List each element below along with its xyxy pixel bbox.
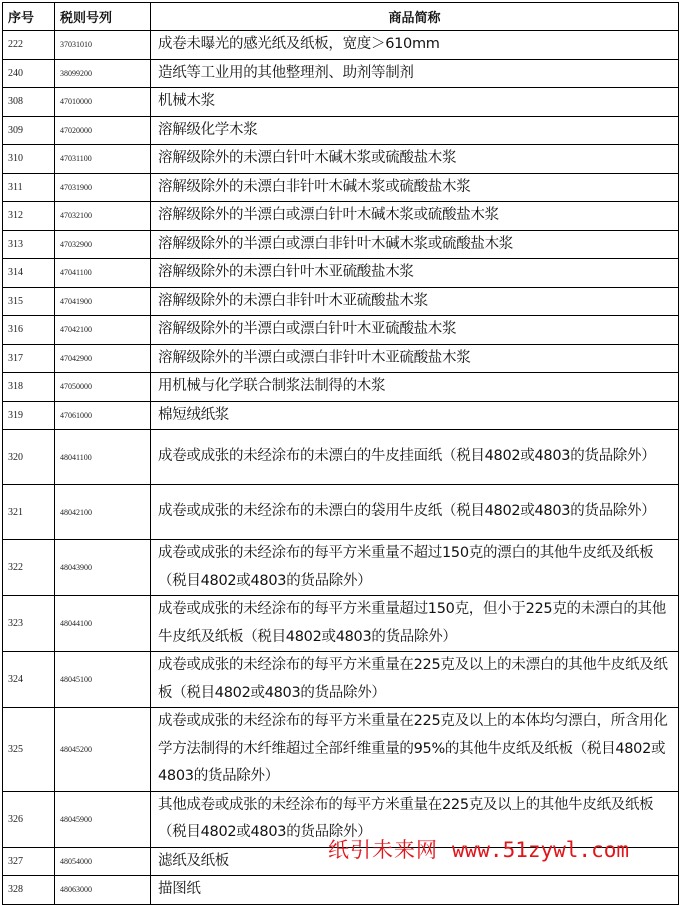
cell-tariff-code: 47042100 [55,316,151,345]
cell-tariff-code: 47020000 [55,116,151,145]
cell-product-name: 成卷或成张的未经涂布的未漂白的袋用牛皮纸（税目4802或4803的货品除外） [151,485,679,540]
table-row [3,373,679,402]
table-row [3,173,679,202]
column-header-tariff-code: 税则号列 [55,3,151,31]
cell-product-name: 溶解级除外的半漂白或漂白非针叶木亚硫酸盐木浆 [151,344,679,373]
cell-product-name: 棉短绒纸浆 [151,401,679,430]
cell-product-name: 溶解级除外的半漂白或漂白针叶木碱木浆或硫酸盐木浆 [151,202,679,231]
table-row [3,145,679,174]
cell-product-name: 成卷或成张的未经涂布的每平方米重量在225克及以上的本体均匀漂白，所含用化学方法制得的木纤维超过全部纤维重量的95%的其他牛皮纸及纸板（税目4802或4803的货品除外） [151,708,679,792]
cell-product-name: 溶解级化学木浆 [151,116,679,145]
cell-product-name: 造纸等工业用的其他整理剂、助剂等制剂 [151,59,679,88]
cell-tariff-code: 47061000 [55,401,151,430]
cell-index: 313 [3,230,55,259]
cell-tariff-code: 48042100 [55,485,151,540]
column-header-index: 序号 [3,3,55,31]
table-row [3,430,679,485]
cell-product-name: 用机械与化学联合制浆法制得的木浆 [151,373,679,402]
cell-tariff-code: 37031010 [55,31,151,60]
cell-product-name: 成卷或成张的未经涂布的每平方米重量在225克及以上的未漂白的其他牛皮纸及纸板（税目4802或4803的货品除外） [151,652,679,708]
cell-index: 321 [3,485,55,540]
cell-tariff-code: 48041100 [55,430,151,485]
table-row [3,596,679,652]
cell-tariff-code: 48054000 [55,847,151,876]
cell-tariff-code: 47042900 [55,344,151,373]
cell-index: 314 [3,259,55,288]
table-row [3,287,679,316]
cell-index: 317 [3,344,55,373]
watermark-site-url: www.51zywl.com [452,838,630,862]
cell-tariff-code: 47041100 [55,259,151,288]
cell-index: 327 [3,847,55,876]
table-row [3,59,679,88]
cell-index: 309 [3,116,55,145]
table-row [3,540,679,596]
cell-index: 326 [3,791,55,847]
table-header-row [3,3,679,31]
cell-index: 311 [3,173,55,202]
table-row [3,652,679,708]
cell-product-name: 溶解级除外的半漂白或漂白针叶木亚硫酸盐木浆 [151,316,679,345]
table-row [3,31,679,60]
cell-product-name: 机械木浆 [151,88,679,117]
table-row [3,116,679,145]
cell-tariff-code: 47010000 [55,88,151,117]
cell-index: 320 [3,430,55,485]
cell-index: 310 [3,145,55,174]
cell-tariff-code: 47031100 [55,145,151,174]
cell-tariff-code: 47031900 [55,173,151,202]
cell-product-name: 其他成卷或成张的未经涂布的每平方米重量在225克及以上的其他牛皮纸及纸板（税目4802或4803的货品除外） [151,791,679,847]
table-row [3,344,679,373]
cell-product-name: 描图纸 [151,876,679,905]
cell-tariff-code: 48045900 [55,791,151,847]
cell-product-name: 溶解级除外的半漂白或漂白非针叶木碱木浆或硫酸盐木浆 [151,230,679,259]
table-row [3,485,679,540]
cell-index: 315 [3,287,55,316]
cell-index: 319 [3,401,55,430]
cell-tariff-code: 48063000 [55,876,151,905]
cell-index: 322 [3,540,55,596]
cell-tariff-code: 48045200 [55,708,151,792]
cell-product-name: 成卷未曝光的感光纸及纸板，宽度＞610mm [151,31,679,60]
cell-index: 312 [3,202,55,231]
cell-tariff-code: 47050000 [55,373,151,402]
cell-product-name: 成卷或成张的未经涂布的每平方米重量超过150克，但小于225克的未漂白的其他牛皮纸及纸板（税目4802或4803的货品除外） [151,596,679,652]
tariff-table [2,2,679,905]
table-row [3,316,679,345]
cell-tariff-code: 47041900 [55,287,151,316]
cell-product-name: 成卷或成张的未经涂布的未漂白的牛皮挂面纸（税目4802或4803的货品除外） [151,430,679,485]
cell-product-name: 溶解级除外的未漂白针叶木碱木浆或硫酸盐木浆 [151,145,679,174]
cell-index: 308 [3,88,55,117]
table-row [3,876,679,905]
cell-tariff-code: 48045100 [55,652,151,708]
column-header-product-name: 商品简称 [151,3,679,31]
table-row [3,708,679,792]
cell-product-name: 成卷或成张的未经涂布的每平方米重量不超过150克的漂白的其他牛皮纸及纸板（税目4802或4803的货品除外） [151,540,679,596]
cell-product-name: 溶解级除外的未漂白非针叶木亚硫酸盐木浆 [151,287,679,316]
table-row [3,259,679,288]
cell-index: 324 [3,652,55,708]
table-row [3,230,679,259]
cell-index: 316 [3,316,55,345]
cell-index: 222 [3,31,55,60]
cell-index: 325 [3,708,55,792]
cell-tariff-code: 47032900 [55,230,151,259]
cell-index: 328 [3,876,55,905]
cell-index: 240 [3,59,55,88]
table-row [3,88,679,117]
cell-tariff-code: 47032100 [55,202,151,231]
cell-tariff-code: 38099200 [55,59,151,88]
cell-product-name: 溶解级除外的未漂白针叶木亚硫酸盐木浆 [151,259,679,288]
cell-product-name: 溶解级除外的未漂白非针叶木碱木浆或硫酸盐木浆 [151,173,679,202]
watermark-site-name: 纸引未来网 [328,838,438,862]
cell-tariff-code: 48043900 [55,540,151,596]
cell-index: 323 [3,596,55,652]
table-row [3,202,679,231]
cell-index: 318 [3,373,55,402]
cell-tariff-code: 48044100 [55,596,151,652]
table-body [3,31,679,905]
cell-product-name: 滤纸及纸板 [151,847,679,876]
table-row [3,401,679,430]
site-watermark [328,834,629,864]
